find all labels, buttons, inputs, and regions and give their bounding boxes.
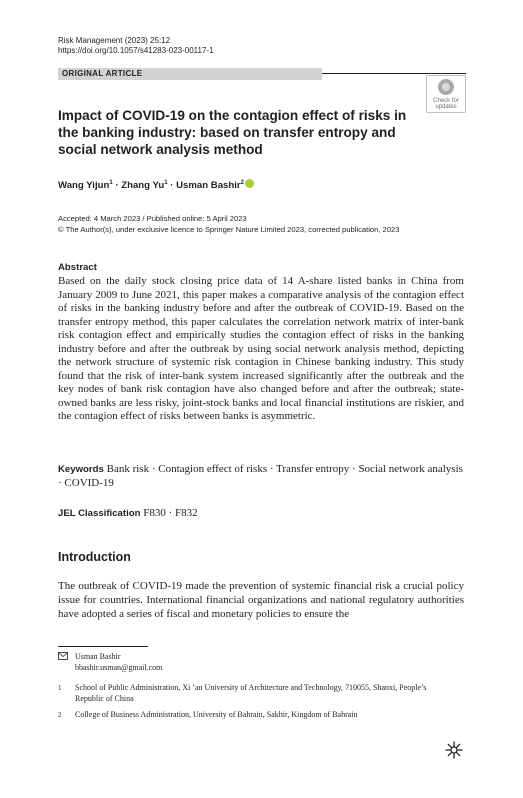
keywords [58,463,464,490]
mail-icon [58,652,68,664]
author-list: Wang Yijun$^1$ · Zhang $Yu^1$ · Usman Bashir$^2$ [58,179,254,191]
introduction-text: The outbreak of COVID-19 made the prevention of systemic financial risk a crucial policy issue for countries. International financial organizations and national regulatory authorities have adopted a series of fiscal and monetary policies to ensure the [58,580,464,620]
contact-email[interactable]: bbashir.usman@gmail.com [75,662,163,672]
copyright-line: © The Author(s), under exclusive licence to Springer Nature Limited 2023, corrected publication, 2023 [58,225,400,234]
springer-logo-icon [444,740,464,760]
contact-footnote [58,652,464,673]
author-name[interactable]: Wang Yijun [58,180,110,191]
check-updates-line1: Check for [433,98,459,104]
jel-label: JEL Classification [58,508,141,519]
keywords-label: Keywords [58,464,104,475]
check-updates-icon [438,79,454,95]
footnote-rule [58,646,148,647]
author-name[interactable]: Zhang Yu [121,180,165,191]
footnotes [58,652,464,727]
affiliation-1 [58,683,464,704]
affiliation-text: School of Public Administration, Xi ’an University of Architecture and Technology, 710055, Shanxi, People’s Republic of China [75,683,427,703]
abstract-heading: Abstract [58,262,97,273]
affiliation-number: 2 [58,711,62,719]
orcid-icon[interactable] [245,179,254,188]
doi-link[interactable]: https://doi.org/10.1057/s41283-023-00117-1 [58,46,214,55]
author-name[interactable]: Usman Bashir [176,180,241,191]
abstract-text: Based on the daily stock closing price data of 14 A-share listed banks in China from January 2009 to June 2021, this paper makes a comparative analysis of the contagion effect of risks in the banking industry before and after the outbreak of COVID-19. Based on the transfer entropy method, this paper calculates the correlation network matrix of inter-bank risk contagion effect and empirically studies the contagion effect of risks in the banking industry before and after the outbreak by using social network analysis method, depicting the network structure of systemic risk contagion in Chinese banking industry. This study found that the risk of inter-bank system increased significantly after the outbreak and the key nodes of bank risk contagion have also changed before and after the outbreak; state-owned banks are less risky, joint-stock banks and local financial institutions are riskier, and the contagion effect of risks between banks is asymmetric. [58,275,464,422]
dates-line: Accepted: 4 March 2023 / Published online: 5 April 2023 [58,214,247,223]
check-for-updates-badge[interactable] [426,75,466,113]
jel-classification [58,507,198,521]
affiliation-mark: 1 [164,179,168,186]
jel-codes: F830 · F832 [143,507,198,519]
journal-citation: Risk Management (2023) 25:12 [58,36,171,45]
check-updates-line2: updates [435,104,457,110]
article-title: Impact of COVID-19 on the contagion effect of risks in the banking industry: based on transfer entropy and social network analysis method [58,108,407,157]
contact-name: Usman Bashir [75,652,121,661]
affiliation-text: College of Business Administration, University of Bahrain, Sakhir, Kingdom of Bahrain [75,710,358,719]
affiliation-mark: 1 [109,179,113,186]
affiliation-number: 1 [58,684,62,692]
article-type-label: ORIGINAL ARTICLE [62,69,143,78]
affiliation-mark: 2 [240,179,244,186]
article-type-banner [58,68,322,80]
header-rule [322,73,466,74]
affiliation-2 [58,710,464,721]
publication-dates [58,213,399,235]
keywords-text: Bank risk · Contagion effect of risks · Transfer entropy · Social network analysis · COVID-19 [58,463,463,489]
introduction-heading: Introduction [58,550,131,564]
journal-header [58,36,214,56]
